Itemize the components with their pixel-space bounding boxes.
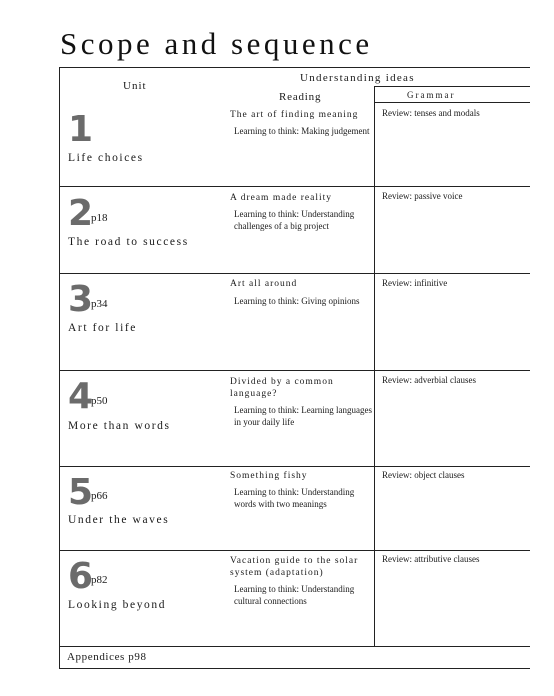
understanding-ideas-header: Understanding ideas [300, 72, 415, 84]
unit-name: The road to success [68, 236, 189, 248]
unit-page: p66 [91, 490, 108, 502]
reading-title: Art all around [230, 279, 298, 289]
unit-page: p34 [91, 298, 108, 310]
header-divider [374, 86, 530, 87]
grammar-item: Review: object clauses [382, 470, 465, 480]
reading-note: Learning to think: Understanding challenges of a big project [234, 209, 355, 231]
unit-number: 1 [68, 109, 94, 150]
grammar-item: Review: passive voice [382, 191, 463, 201]
reading-title: The art of finding meaning [230, 110, 359, 120]
reading-note: Learning to think: Understanding words with two meanings [234, 487, 355, 509]
unit-number: 3 [68, 279, 94, 320]
reading-note: Learning to think: Learning languages in your daily life [234, 405, 372, 427]
row-divider [60, 370, 530, 371]
grammar-item: Review: tenses and modals [382, 108, 480, 118]
row-divider [60, 273, 530, 274]
unit-page: p82 [91, 574, 108, 586]
reading-title: A dream made reality [230, 193, 333, 203]
footer-divider [60, 646, 530, 647]
unit-number: 5 [68, 472, 94, 513]
reading-title: Vacation guide to the solar system (adaptation) [230, 556, 359, 578]
reading-note: Learning to think: Giving opinions [234, 296, 360, 306]
scope-table [59, 67, 530, 669]
row-divider [60, 466, 530, 467]
unit-name: Looking beyond [68, 599, 167, 611]
unit-name: Art for life [68, 322, 138, 334]
unit-page: p50 [91, 395, 108, 407]
unit-number: 6 [68, 556, 94, 597]
grammar-item: Review: infinitive [382, 278, 448, 288]
reading-note: Learning to think: Understanding cultural connections [234, 584, 355, 606]
reading-note: Learning to think: Making judgement [234, 126, 370, 136]
row-divider [60, 550, 530, 551]
grammar-item: Review: adverbial clauses [382, 375, 476, 385]
unit-name: More than words [68, 420, 171, 432]
reading-title: Divided by a common language? [230, 377, 334, 399]
grammar-item: Review: attributive clauses [382, 554, 480, 564]
row-divider [60, 186, 530, 187]
page-title: Scope and sequence [60, 26, 373, 61]
grammar-header-divider [374, 102, 530, 103]
reading-title: Something fishy [230, 471, 308, 481]
unit-name: Life choices [68, 152, 144, 164]
unit-number: 4 [68, 376, 94, 417]
unit-header: Unit [123, 80, 147, 92]
grammar-column-divider [374, 86, 375, 646]
appendices-label: Appendices p98 [67, 651, 147, 663]
unit-number: 2 [68, 193, 94, 234]
unit-page: p18 [91, 212, 108, 224]
unit-name: Under the waves [68, 514, 170, 526]
grammar-header: Grammar [407, 90, 456, 100]
reading-header: Reading [279, 91, 322, 103]
